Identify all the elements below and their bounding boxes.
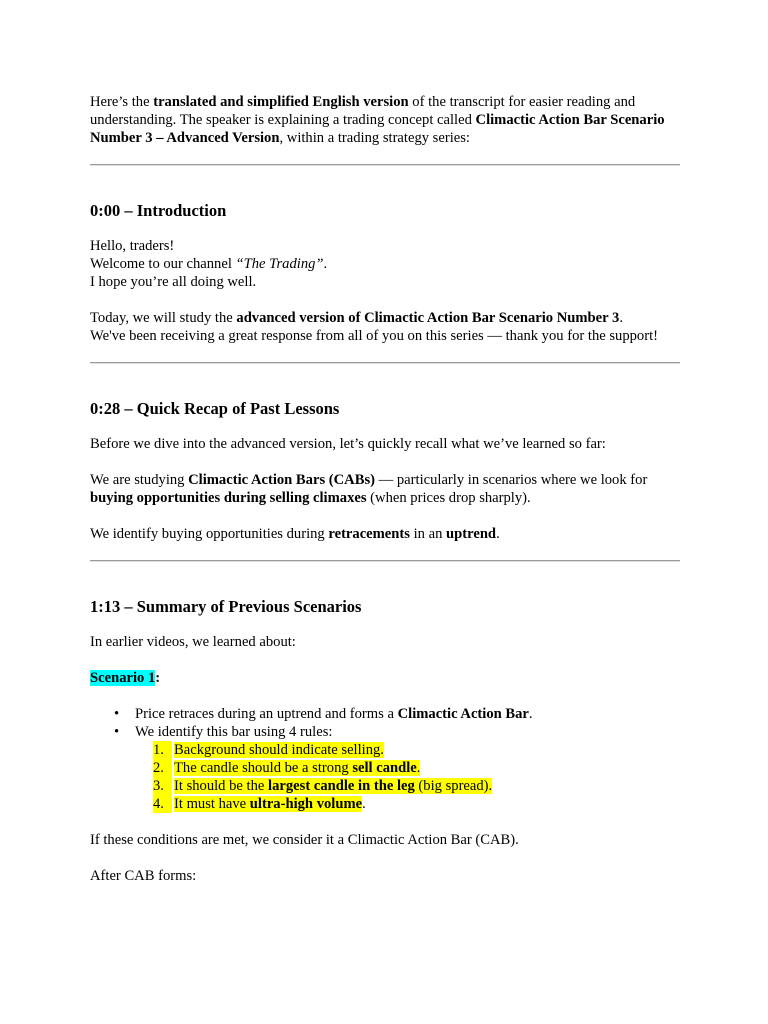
identify-bold-uptrend: uptrend — [446, 526, 497, 542]
divider-1 — [90, 164, 680, 166]
identify-text-a: We identify buying opportunities during — [90, 526, 329, 542]
list-item — [135, 723, 680, 813]
rule-text-c: . — [416, 760, 421, 776]
identify-text-c: in an — [409, 526, 447, 542]
scenario-1-colon: : — [155, 670, 161, 686]
response-line: We've been receiving a great response from all of you on this series — thank you for the support! — [90, 328, 659, 344]
rule-text-a: Background should indicate selling. — [174, 742, 384, 758]
rule-number: 4. — [153, 795, 172, 813]
recap-bold-buying: buying opportunities during selling climaxes — [90, 490, 367, 506]
cab-conclusion: If these conditions are met, we consider it a Climactic Action Bar (CAB). — [90, 832, 519, 848]
rule-text-c: . — [362, 796, 366, 812]
section-heading-summary: 1:13 – Summary of Previous Scenarios — [90, 597, 362, 616]
rule-number: 3. — [153, 777, 172, 795]
section-heading-recap: 0:28 – Quick Recap of Past Lessons — [90, 399, 340, 418]
recap-text-e: (when prices drop sharply). — [366, 490, 531, 506]
rule-text-bold: sell candle — [352, 760, 417, 776]
today-bold: advanced version of Climactic Action Bar Scenario Number 3 — [236, 310, 620, 326]
after-cab-forms: After CAB forms: — [90, 868, 197, 884]
intro-bold-2: Climactic Action Bar Scenario Number 3 – Advanced Version — [90, 112, 665, 146]
rule-text-a: It must have — [174, 796, 250, 812]
recap-intro: Before we dive into the advanced version, let’s quickly recall what we’ve learned so far: — [90, 436, 606, 452]
rule-item-3 — [153, 777, 680, 795]
document-page — [90, 93, 680, 885]
intro-paragraph — [90, 93, 680, 147]
today-text: Today, we will study the — [90, 310, 237, 326]
rules-list — [135, 741, 680, 813]
intro-text-3: , within a trading strategy series: — [279, 130, 470, 146]
divider-2 — [90, 362, 680, 364]
bullet-1-text-c: . — [528, 706, 533, 722]
summary-intro: In earlier videos, we learned about: — [90, 634, 296, 650]
today-paragraph — [90, 309, 680, 327]
identify-bold-retracements: retracements — [328, 526, 410, 542]
bullet-1-text-a: Price retraces during an uptrend and forms a — [135, 706, 398, 722]
bullet-2-text: We identify this bar using 4 rules: — [135, 724, 333, 740]
welcome-period: . — [323, 256, 328, 272]
recap-text-a: We are studying — [90, 472, 189, 488]
scenario-1-highlight: Scenario 1 — [90, 670, 156, 686]
welcome-text: Welcome to our channel — [90, 256, 236, 272]
hope-line: I hope you’re all doing well. — [90, 274, 257, 290]
intro-text-2: of the transcript for easier reading and understanding. The speaker is explaining a trading concept called — [90, 94, 636, 128]
rule-text — [174, 796, 362, 812]
divider-3 — [90, 560, 680, 562]
rule-text-c: (big spread). — [414, 778, 493, 794]
identify-text-e: . — [496, 526, 500, 542]
recap-studying-paragraph — [90, 471, 680, 507]
recap-bold-cabs: Climactic Action Bars (CABs) — [188, 472, 375, 488]
section-heading-introduction: 0:00 – Introduction — [90, 201, 227, 220]
recap-text-c: — particularly in scenarios where we look for — [374, 472, 648, 488]
rule-item-2 — [153, 759, 680, 777]
rule-text-bold: ultra-high volume — [249, 796, 363, 812]
rule-text — [174, 760, 420, 776]
rule-text-bold: largest candle in the leg — [268, 778, 415, 794]
rule-text — [174, 742, 384, 758]
intro-text-1: Here’s the — [90, 94, 154, 110]
bullet-1-bold: Climactic Action Bar — [397, 706, 529, 722]
channel-name: “The Trading” — [235, 256, 324, 272]
rule-item-1 — [153, 741, 680, 759]
rule-text — [174, 778, 492, 794]
rule-number: 1. — [153, 741, 172, 759]
rule-item-4 — [153, 795, 680, 813]
greeting-line: Hello, traders! — [90, 238, 175, 254]
today-period: . — [619, 310, 623, 326]
welcome-line — [90, 255, 680, 273]
rule-number: 2. — [153, 759, 172, 777]
rule-text-a: The candle should be a strong — [174, 760, 353, 776]
scenario-bullet-list — [90, 705, 680, 813]
intro-bold-1: translated and simplified English version — [153, 94, 409, 110]
recap-identify-paragraph — [90, 525, 680, 543]
rule-text-a: It should be the — [174, 778, 269, 794]
scenario-1-label — [90, 669, 680, 687]
list-item — [135, 705, 680, 723]
